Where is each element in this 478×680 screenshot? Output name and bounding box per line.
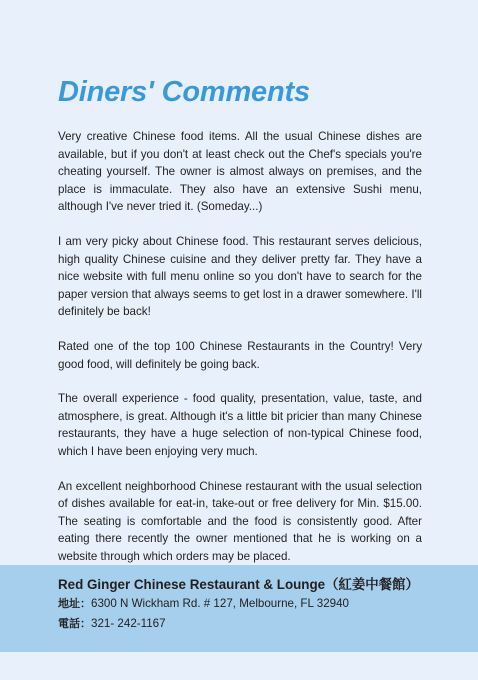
- comments-list: [58, 128, 422, 582]
- comment-1: Very creative Chinese food items. All the usual Chinese dishes are available, but if you don't at least check out the Chef's specials you're cheating yourself. The owner is almost always on premises, and the place is immaculate. They also have an extensive Sushi menu, although I've never tried it. (Someday...): [58, 130, 422, 214]
- address-value: 6300 N Wickham Rd. # 127, Melbourne, FL 32940: [91, 597, 349, 610]
- address-row: [58, 595, 349, 611]
- comment-2: I am very picky about Chinese food. This restaurant serves delicious, high quality Chinese cuisine and they deliver pretty far. They have a nice website with full menu online so you don't have to search for the paper version that always seems to get lost in a drawer somewhere. I'll definitely be back!: [58, 234, 422, 319]
- footer-contact-band: [0, 565, 478, 652]
- comment-4: The overall experience - food quality, presentation, value, taste, and atmosphere, is great. Although it's a little bit pricier than many Chinese restaurants, they have a huge selection of non-typical Chinese food, which I have been enjoying very much.: [58, 392, 422, 458]
- comment-3: Rated one of the top 100 Chinese Restaurants in the Country! Very good food, will definitely be going back.: [58, 339, 422, 371]
- phone-label: 電話：: [58, 617, 91, 630]
- restaurant-name: Red Ginger Chinese Restaurant & Lounge（紅姜中餐館）: [58, 577, 419, 592]
- comment-5: An excellent neighborhood Chinese restaurant with the usual selection of dishes available for eat-in, take-out or free delivery for Min. $15.00. The seating is comfortable and the food is consistently good. After eating there recently the owner mentioned that he is working on a website through which orders may be placed.: [58, 479, 422, 563]
- page-title: Diners' Comments: [58, 76, 310, 108]
- phone-row: [58, 615, 166, 631]
- address-label: 地址：: [58, 597, 91, 610]
- phone-value: 321- 242-1167: [91, 617, 166, 630]
